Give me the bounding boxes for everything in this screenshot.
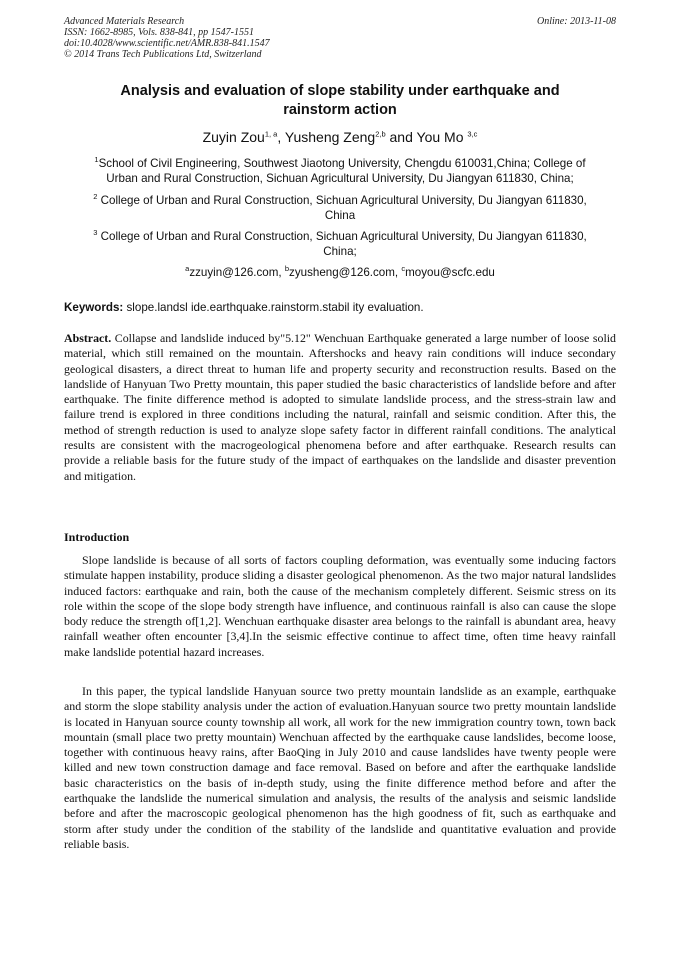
- affiliation-3-line-2: China;: [323, 245, 357, 258]
- author-list: [64, 128, 616, 146]
- affiliation-2-line-2: China: [324, 209, 356, 222]
- author-3: You Mo: [416, 129, 468, 145]
- affiliation-1: [66, 156, 614, 186]
- doi-line: doi:10.4028/www.scientific.net/AMR.838-841.1547: [64, 38, 270, 49]
- affiliation-2-marker: 2: [93, 192, 98, 202]
- author-separator: and: [385, 129, 417, 145]
- affiliation-2: [66, 193, 614, 223]
- email-a-marker: a: [185, 264, 190, 274]
- copyright-line: © 2014 Trans Tech Publications Ltd, Switzerland: [64, 49, 262, 60]
- intro-paragraph-1: Slope landslide is because of all sorts of factors coupling deformation, was eventually some inducing factors stimulate happen instability, produce sliding a disaster geological phenomenon. As the two major natural landslides induced factors: earthquake and rain, both the cause of the mechanism completely different. Seismic stress on its role within the scope of the slope body strength have influence, and continuous rainfall is also can cause the slope body reduce the strength of[1,2]. Wenchuan earthquake disaster area belongs to the rainfall is abundant area, heavy rainfall weather often encounter [3,4].In the seismic effective continue to affect time, often time heavy rainfall make landslide potential hazard increases.: [64, 553, 616, 659]
- title-line-2: rainstorm action: [283, 102, 397, 118]
- author-1: Zuyin Zou: [202, 129, 265, 145]
- keywords-text: slope.landsl ide.earthquake.rainstorm.stabil ity evaluation.: [123, 301, 424, 314]
- author-1-affil: 1, a: [264, 129, 278, 139]
- affiliation-1-line-1: School of Civil Engineering, Southwest Jiaotong University, Chengdu 610031,China; College of: [98, 157, 586, 170]
- affiliation-3-line-1: College of Urban and Rural Construction, Sichuan Agricultural University, Du Jiangyan 611830,: [97, 230, 587, 243]
- keywords-label: Keywords:: [64, 301, 124, 314]
- abstract: [64, 331, 616, 484]
- affiliation-3-marker: 3: [93, 228, 98, 238]
- paper-title: [70, 82, 610, 120]
- email-b: zyusheng@126.com,: [289, 266, 402, 279]
- author-separator: ,: [277, 129, 285, 145]
- affiliation-1-line-2: Urban and Rural Construction, Sichuan Agricultural University, Du Jiangyan 611830, China;: [106, 172, 574, 185]
- title-line-1: Analysis and evaluation of slope stability under earthquake and: [120, 83, 560, 99]
- affiliation-1-marker: 1: [94, 155, 99, 165]
- author-emails: [66, 265, 614, 280]
- intro-paragraph-2: In this paper, the typical landslide Hanyuan source two pretty mountain landslide as an example, earthquake and storm the slope stability analysis under the action of evaluation.Hanyuan source two pretty mountain landslide is located in Hanyuan source county township all work, all work for the new immigration country town, town back mountain (small place two pretty mountain) Wenchuan affected by the earthquake cause landslides, become loose, together with continuous heavy rains, after BaoQing in July 2010 and cause landslides have twenty people were killed and new town construction damage and face removal. Based on before and after the earthquake landslide basic characteristics on the basis of in-depth study, using the finite difference method before and after the earthquake the landslide the numerical simulation and analysis, the results of the analysis and seismic landslide before and after the macroscopic geological phenomenon has the high goodness of fit, such as earthquake and storm after study under the condition of the stability of the landslide and quantitative evaluation and provide reliable basis.: [64, 684, 616, 851]
- issn-line: ISSN: 1662-8985, Vols. 838-841, pp 1547-1551: [64, 27, 254, 38]
- journal-header: [64, 16, 616, 60]
- abstract-label: Abstract.: [64, 331, 112, 345]
- online-date: Online: 2013-11-08: [537, 16, 616, 27]
- keywords: [64, 300, 616, 315]
- affiliation-3: [66, 229, 614, 259]
- section-heading-introduction: Introduction: [64, 530, 130, 544]
- author-2-affil: 2,b: [375, 129, 386, 139]
- author-2: Yusheng Zeng: [284, 129, 376, 145]
- email-c: moyou@scfc.edu: [405, 266, 495, 279]
- abstract-text: Collapse and landslide induced by"5.12" Wenchuan Earthquake generated a large number of loose solid material, which still remained on the mountain. Aftershocks and heavy rain conditions will induce secondary geological disasters, a direct threat to human life and property security and reconstruction results. Based on the landslide of Hanyuan Two Pretty mountain, this paper studied the basic characteristics of landslide before and after earthquake. The finite difference method is adopted to simulate landslide process, and the stress-strain law and failure trend is explored in three conditions including the natural, rainfall and seismic condition. After this, the method of strength reduction is used to analyze slope safety factor in different rainfall conditions. The analytical results are consistent with the macrogeological phenomena before and after earthquake. Research results can provide a reliable basis for the future study of the impact of earthquakes on the landslide and disaster prevention and mitigation.: [64, 331, 616, 483]
- email-c-marker: c: [401, 264, 406, 274]
- journal-name: Advanced Materials Research: [64, 16, 185, 27]
- email-a: zzuyin@126.com,: [189, 266, 285, 279]
- author-3-affil: 3,c: [467, 129, 478, 139]
- email-b-marker: b: [284, 264, 290, 274]
- affiliation-2-line-1: College of Urban and Rural Construction, Sichuan Agricultural University, Du Jiangyan 611830,: [97, 194, 587, 207]
